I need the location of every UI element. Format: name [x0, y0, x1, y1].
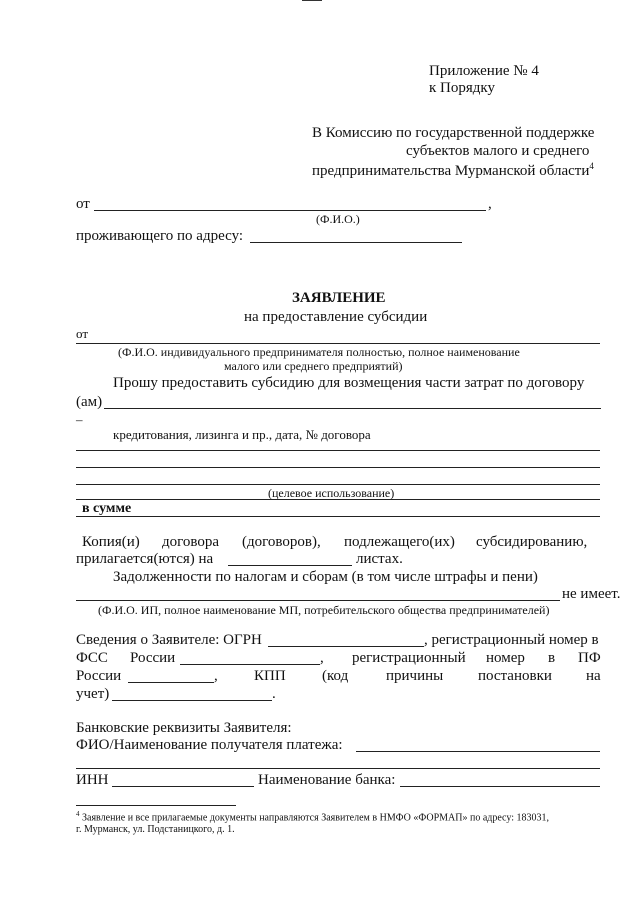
footnote-line-2: г. Мурманск, ул. Подстаницкого, д. 1.	[76, 824, 235, 835]
document-title: ЗАЯВЛЕНИЕ	[292, 290, 386, 306]
recipient-extra-line[interactable]	[76, 768, 600, 769]
kpp-field-line[interactable]	[112, 700, 272, 701]
attachments-word-1: Копия(и)	[82, 534, 140, 550]
addressee-line-1: В Комиссию по государственной поддержке	[312, 125, 595, 141]
applicant-caption-2: малого или среднего предприятий)	[224, 359, 403, 373]
code-word: (код	[322, 668, 349, 684]
on-word: на	[586, 668, 601, 684]
contract-caption: кредитования, лизинга и пр., дата, № договора	[113, 427, 371, 442]
addressee-line-2: субъектов малого и среднего	[406, 143, 590, 159]
number-word: номер	[486, 650, 525, 666]
debts-caption: (Ф.И.О. ИП, полное наименование МП, потребительского общества предпринимателей)	[98, 603, 550, 617]
bank-heading: Банковские реквизиты Заявителя:	[76, 720, 292, 736]
purpose-caption: (целевое использование)	[268, 486, 395, 500]
address-field-line[interactable]	[250, 242, 462, 243]
placement-word: постановки	[478, 668, 552, 684]
request-prefix: (ам)	[76, 394, 103, 410]
page-top-mark	[302, 0, 322, 1]
applicant-from-label: от	[76, 326, 89, 341]
attachments-word-5: субсидированию,	[476, 534, 588, 550]
russia-word-2: России	[76, 668, 122, 684]
from-comma: ,	[488, 196, 492, 212]
reg-word: регистрационный	[352, 650, 466, 666]
address-label: проживающего по адресу:	[76, 228, 244, 244]
footnote-line-1: $^4$ Заявление и все прилагаемые документы направляются Заявителем в НМФО «ФОРМАП» по адресу: 183031,	[76, 810, 549, 824]
reason-word: причины	[386, 668, 444, 684]
addressee-line-3: предпринимательства Мурманской области$^4$	[312, 161, 594, 179]
fss-number-line[interactable]	[180, 664, 320, 665]
appendix-number: Приложение № 4	[429, 63, 539, 79]
kpp-word: КПП	[254, 668, 286, 684]
footnote-separator	[76, 805, 236, 806]
attachments-suffix: листах.	[356, 551, 403, 567]
account-dot: .	[272, 686, 276, 702]
fss-comma: ,	[320, 650, 324, 666]
recipient-label: ФИО/Наименование получателя платежа:	[76, 737, 343, 753]
ogrn-label: Сведения о Заявителе: ОГРН	[76, 632, 262, 648]
debts-text: Задолженности по налогам и сборам (в том числе штрафы и пени)	[113, 569, 538, 585]
bank-name-field-line[interactable]	[400, 786, 600, 787]
pf-word: ПФ	[578, 650, 601, 666]
account-word: учет)	[76, 686, 110, 702]
fss-reg-label: , регистрационный номер в	[424, 632, 599, 648]
debts-suffix: не имеет.	[562, 586, 621, 602]
addressee-footnote-mark: 4	[589, 161, 594, 171]
inn-label: ИНН	[76, 772, 109, 788]
attachments-word-4: подлежащего(их)	[344, 534, 455, 550]
appendix-order: к Порядку	[429, 80, 495, 96]
request-dash: –	[76, 412, 83, 427]
in-word: в	[548, 650, 556, 666]
contract-extra-line-1[interactable]	[76, 450, 600, 451]
contract-field-line[interactable]	[104, 408, 601, 409]
amount-label: в сумме	[82, 501, 132, 516]
pf-number-line[interactable]	[128, 682, 214, 683]
applicant-name-line[interactable]	[76, 343, 600, 344]
recipient-field-line[interactable]	[356, 751, 600, 752]
attachments-word-2: договора	[162, 534, 220, 550]
purpose-field-line[interactable]	[76, 484, 600, 485]
pf-comma: ,	[214, 668, 218, 684]
fio-field-line[interactable]	[94, 210, 486, 211]
inn-field-line[interactable]	[112, 786, 254, 787]
bank-name-label: Наименование банка:	[258, 772, 396, 788]
fio-caption: (Ф.И.О.)	[316, 212, 360, 226]
debts-name-line[interactable]	[76, 600, 560, 601]
amount-field-line[interactable]	[76, 516, 600, 517]
purpose-extra-line[interactable]	[76, 499, 600, 500]
russia-word: России	[130, 650, 176, 666]
fss-word: ФСС	[76, 650, 108, 666]
sheets-count-line[interactable]	[228, 565, 352, 566]
from-label: от	[76, 196, 90, 212]
ogrn-field-line[interactable]	[268, 646, 424, 647]
contract-extra-line-2[interactable]	[76, 467, 600, 468]
attachments-word-3: (договоров),	[242, 534, 321, 550]
attachments-prefix: прилагается(ются) на	[76, 551, 214, 567]
applicant-caption-1: (Ф.И.О. индивидуального предпринимателя полностью, полное наименование	[118, 345, 520, 359]
document-subtitle: на предоставление субсидии	[244, 309, 428, 325]
footnote-mark: 4	[76, 810, 80, 818]
request-text: Прошу предоставить субсидию для возмещения части затрат по договору	[113, 375, 585, 391]
